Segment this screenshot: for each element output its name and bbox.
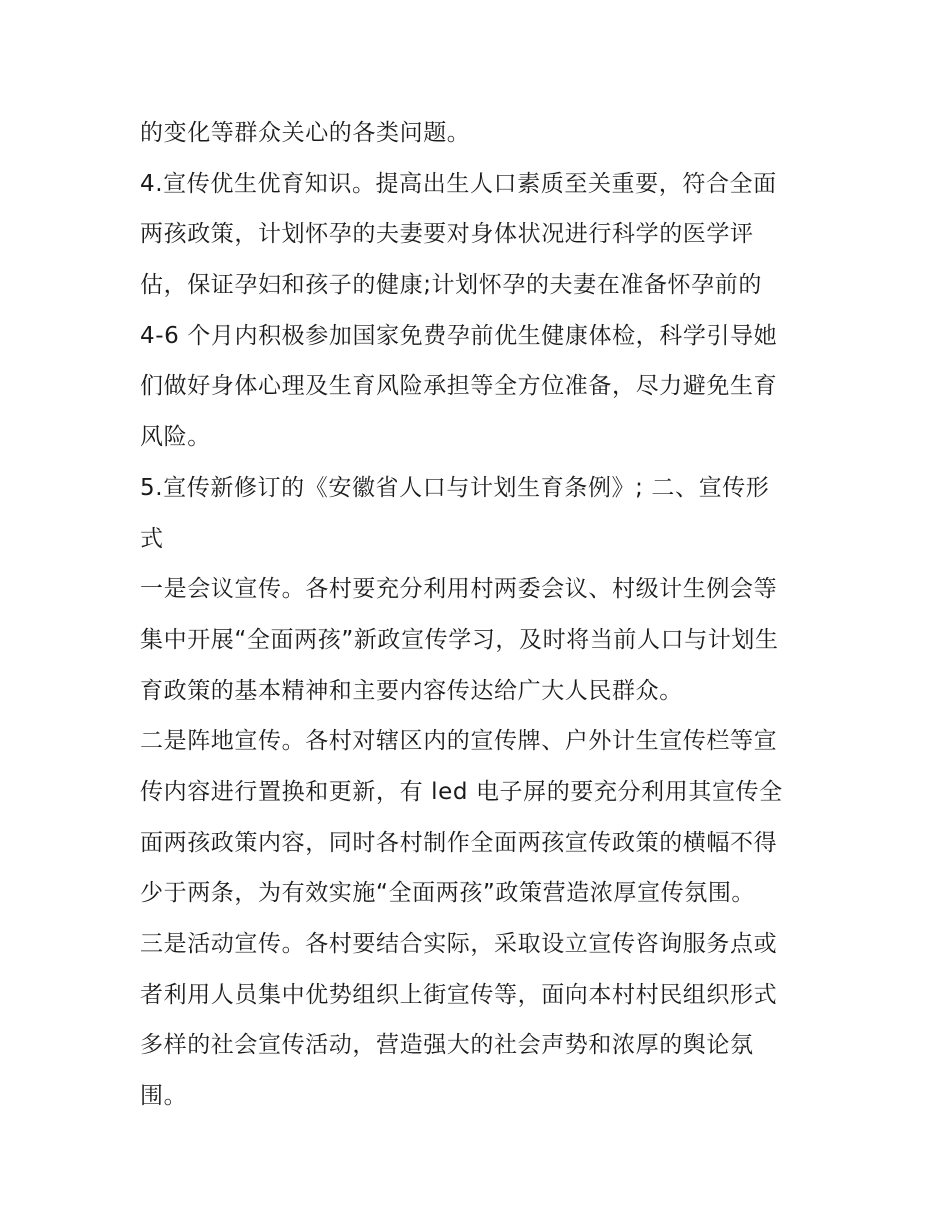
text-line: 的变化等群众关心的各类问题。	[140, 120, 471, 146]
text-line: 一是会议宣传。各村要充分利用村两委会议、村级计生例会等	[140, 576, 778, 603]
text-line: 两孩政策，计划怀孕的夫妻要对身体状况进行科学的医学评	[140, 221, 754, 248]
text-line: 面两孩政策内容，同时各村制作全面两孩宣传政策的横幅不得	[140, 829, 778, 856]
text-line: 4.宣传优生优育知识。提高出生人口素质至关重要，符合全面	[140, 170, 777, 197]
text-line: 三是活动宣传。各村要结合实际，采取设立宣传咨询服务点或	[140, 931, 778, 957]
text-line: 少于两条，为有效实施“全面两孩”政策营造浓厚宣传氛围。	[140, 880, 756, 907]
text-line: 传内容进行置换和更新，有 led 电子屏的要充分利用其宣传全	[140, 778, 783, 805]
text-line: 风险。	[140, 424, 211, 451]
text-line: 们做好身体心理及生育风险承担等全方位准备，尽力避免生育	[140, 373, 778, 400]
text-line: 围。	[140, 1083, 188, 1110]
text-line: 者利用人员集中优势组织上街宣传等，面向本村村民组织形式	[140, 981, 778, 1008]
document-body	[140, 108, 820, 1122]
text-line: 式	[140, 525, 164, 552]
text-line: 多样的社会宣传活动，营造强大的社会声势和浓厚的舆论氛	[140, 1032, 754, 1059]
text-line: 4-6 个月内积极参加国家免费孕前优生健康体检，科学引导她	[140, 322, 778, 349]
text-line: 集中开展“全面两孩”新政宣传学习，及时将当前人口与计划生	[140, 626, 779, 653]
text-line: 5.宣传新修订的《安徽省人口与计划生育条例》; 二、宣传形	[140, 474, 770, 501]
text-line: 育政策的基本精神和主要内容传达给广大人民群众。	[140, 677, 683, 704]
text-line: 二是阵地宣传。各村对辖区内的宣传牌、户外计生宣传栏等宣	[140, 728, 778, 755]
text-line: 估，保证孕妇和孩子的健康;计划怀孕的夫妻在准备怀孕前的	[140, 272, 762, 299]
